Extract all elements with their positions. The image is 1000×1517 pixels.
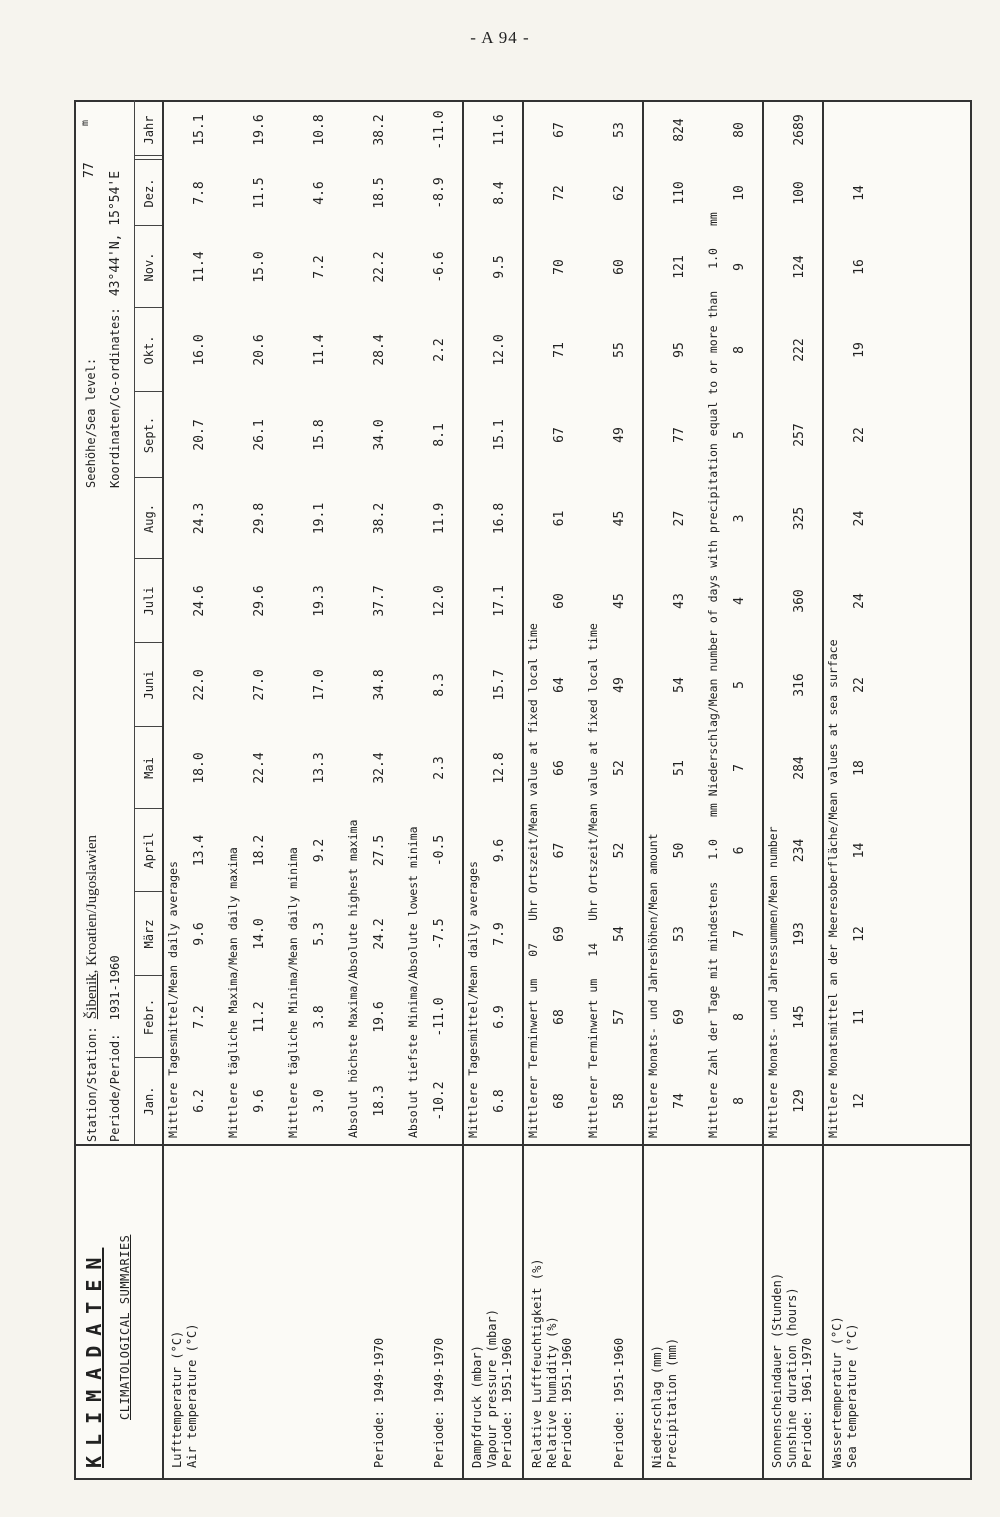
- table-cell: 52: [612, 842, 627, 859]
- label-header-bottom: [162, 1144, 164, 1478]
- table-cell: 14: [852, 185, 867, 201]
- month-separator: [134, 891, 162, 892]
- table-cell: 19.1: [312, 502, 327, 535]
- caption-part: mm Niederschlag/Mean number of days with precipitation equal to or more than: [706, 290, 720, 818]
- table-cell: 824: [672, 118, 687, 142]
- table-cell: 37.7: [372, 585, 387, 617]
- table-cell: 2689: [792, 114, 807, 146]
- section-divider: [642, 100, 644, 1478]
- row-caption: Mittlere Tagesmittel/Mean daily averages: [166, 861, 180, 1138]
- table-cell: 68: [552, 1093, 567, 1109]
- section-divider: [762, 100, 764, 1478]
- caption-part: Mittlere Zahl der Tage mit mindestens: [706, 881, 720, 1138]
- table-cell: 77: [672, 427, 687, 443]
- row-caption: Mittlere tägliche Minima/Mean daily minima: [286, 847, 300, 1138]
- table-cell: 66: [552, 760, 567, 776]
- section-label: Wassertemperatur (°C): [830, 1316, 844, 1468]
- table-cell: 8.4: [492, 181, 507, 205]
- month-header: März: [142, 919, 156, 949]
- table-cell: 55: [612, 342, 627, 358]
- table-cell: 69: [552, 926, 567, 942]
- elevation-unit: m: [80, 119, 91, 126]
- table-cell: 129: [792, 1089, 807, 1113]
- table-cell: -10.2: [432, 1081, 447, 1121]
- table-cell: 38.2: [372, 114, 387, 146]
- month-header: Sept.: [142, 416, 156, 454]
- table-cell: 24: [852, 510, 867, 527]
- section-label: Relative Luftfeuchtigkeit (%): [530, 1258, 544, 1468]
- caption-part: mm: [706, 212, 720, 227]
- month-header-bottom: [162, 100, 164, 1144]
- table-cell: 9.5: [492, 255, 507, 279]
- section-label: Vapour pressure (mbar): [485, 1309, 499, 1468]
- table-cell: 11.6: [492, 114, 507, 146]
- table-cell: 58: [612, 1093, 627, 1109]
- table-cell: 13.3: [312, 752, 327, 784]
- table-cell: 193: [792, 922, 807, 946]
- table-cell: 24.2: [372, 918, 387, 950]
- table-cell: 32.4: [372, 752, 387, 784]
- month-separator: [134, 159, 162, 160]
- month-separator: [134, 307, 162, 308]
- page-number: - A 94 -: [470, 28, 530, 47]
- table-cell: 6.2: [192, 1089, 207, 1113]
- table-cell: 11.4: [312, 334, 327, 366]
- coords-label: Koordinaten/Co-ordinates:: [108, 307, 122, 488]
- caption-part: 1.0: [706, 839, 720, 860]
- table-cell: 15.8: [312, 419, 327, 451]
- table-cell: 7.2: [192, 1005, 207, 1029]
- table-cell: 5: [732, 431, 747, 439]
- table-cell: 19.6: [372, 1001, 387, 1033]
- table-cell: 234: [792, 838, 807, 863]
- table-cell: 28.4: [372, 334, 387, 366]
- table-cell: 57: [612, 1009, 627, 1025]
- table-cell: -11.0: [432, 110, 447, 150]
- table-cell: 12: [852, 1093, 867, 1109]
- section-label: Sonnenscheindauer (Stunden): [770, 1272, 784, 1468]
- table-cell: 24.6: [192, 585, 207, 617]
- month-header: Jan.: [142, 1086, 156, 1116]
- table-subtitle: CLIMATOLOGICAL SUMMARIES: [118, 1234, 132, 1420]
- section-divider: [822, 100, 824, 1478]
- section-label: Precipitation (mm): [665, 1337, 679, 1468]
- table-cell: 50: [672, 842, 687, 859]
- table-cell: 26.1: [252, 419, 267, 451]
- table-cell: 24.3: [192, 502, 207, 535]
- table-cell: 19: [852, 342, 867, 358]
- row-caption: Mittlere tägliche Maxima/Mean daily maxima: [226, 847, 240, 1138]
- month-separator: [134, 808, 162, 809]
- month-header: Aug.: [142, 504, 156, 533]
- table-cell: 29.6: [252, 585, 267, 617]
- table-cell: 7.9: [492, 922, 507, 946]
- month-separator: [134, 1057, 162, 1058]
- table-cell: 121: [672, 255, 687, 279]
- table-cell: 19.3: [312, 585, 327, 617]
- table-cell: 9.6: [252, 1089, 267, 1113]
- caption-part: Uhr Ortszeit/Mean value at fixed local time: [586, 623, 600, 921]
- table-cell: 7.2: [312, 255, 327, 279]
- table-cell: -8.9: [432, 177, 447, 209]
- month-header: Febr.: [142, 998, 156, 1036]
- table-cell: 54: [672, 677, 687, 693]
- month-header: Okt.: [142, 335, 156, 365]
- month-separator: [134, 975, 162, 976]
- period-value: 1931-1960: [108, 955, 122, 1021]
- table-cell: 4.6: [312, 181, 327, 205]
- section-label: Dampfdruck (mbar): [470, 1345, 484, 1468]
- table-cell: 7: [732, 930, 747, 938]
- row-caption: [526, 601, 540, 1138]
- table-cell: 5.3: [312, 922, 327, 946]
- section-label: Niederschlag (mm): [650, 1345, 664, 1468]
- month-separator: [134, 642, 162, 643]
- station-label: Station/Station:: [85, 1026, 99, 1142]
- table-cell: -7.5: [432, 918, 447, 950]
- table-cell: 29.8: [252, 502, 267, 535]
- table-cell: 17.1: [492, 585, 507, 617]
- section-label: Periode: 1961-1970: [800, 1337, 814, 1468]
- table-cell: 14.0: [252, 918, 267, 950]
- table-cell: 27.0: [252, 669, 267, 701]
- table-cell: 7.8: [192, 181, 207, 205]
- table-cell: 19.6: [252, 114, 267, 146]
- table-cell: 11.4: [192, 251, 207, 283]
- table-cell: 62: [612, 185, 627, 201]
- caption-part: Uhr Ortszeit/Mean value at fixed local time: [526, 623, 540, 921]
- coords-value: 43°44'N, 15°54'E: [108, 170, 123, 297]
- table-cell: 27.5: [372, 834, 387, 867]
- month-separator: [134, 726, 162, 727]
- section-label: Periode: 1951-1960: [500, 1337, 514, 1468]
- elevation-value: 77: [82, 162, 97, 178]
- table-cell: 5: [732, 681, 747, 689]
- table-cell: -0.5: [432, 834, 447, 867]
- section-label: Lufttemperatur (°C): [170, 1330, 184, 1468]
- caption-part: 14: [586, 942, 600, 957]
- year-separator: [134, 155, 162, 156]
- row-caption: Mittlere Monats- und Jahreshöhen/Mean amount: [646, 833, 660, 1138]
- row-period: Periode: 1951-1960: [612, 1337, 626, 1468]
- month-separator: [134, 391, 162, 392]
- table-cell: 8: [732, 1097, 747, 1105]
- caption-part: 1.0: [706, 248, 720, 269]
- table-cell: 22: [852, 677, 867, 693]
- climate-table: [74, 100, 972, 1480]
- month-header: Juli: [142, 586, 156, 616]
- table-cell: 18.3: [372, 1085, 387, 1117]
- section-label: Periode: 1951-1960: [560, 1337, 574, 1468]
- table-cell: 4: [732, 597, 747, 605]
- table-cell: 71: [552, 342, 567, 358]
- table-cell: 20.6: [252, 334, 267, 366]
- table-cell: 16.0: [192, 334, 207, 366]
- table-cell: 22.0: [192, 669, 207, 701]
- month-header: Mai: [142, 757, 156, 779]
- table-cell: 13.4: [192, 834, 207, 867]
- table-cell: 61: [552, 510, 567, 527]
- table-cell: 24: [852, 593, 867, 609]
- month-separator: [134, 558, 162, 559]
- table-cell: 9.2: [312, 838, 327, 863]
- table-cell: 67: [552, 427, 567, 443]
- coords-line: [108, 171, 123, 488]
- row-caption: Mittlere Monatsmittel an der Meeresoberfläche/Mean values at sea surface: [826, 639, 840, 1138]
- table-cell: 9.6: [192, 922, 207, 946]
- table-cell: 15.1: [192, 114, 207, 146]
- month-header: Jahr: [142, 115, 156, 145]
- table-cell: 11.2: [252, 1001, 267, 1033]
- table-cell: 22.4: [252, 752, 267, 784]
- table-cell: 20.7: [192, 419, 207, 451]
- table-cell: 6: [732, 846, 747, 855]
- table-cell: 67: [552, 122, 567, 138]
- row-caption: Absolut höchste Maxima/Absolute highest maxima: [346, 819, 360, 1138]
- table-cell: 69: [672, 1009, 687, 1025]
- station-country: , Kroatien/Jugoslawien: [84, 835, 100, 974]
- table-cell: 284: [792, 756, 807, 780]
- table-cell: 38.2: [372, 502, 387, 535]
- section-divider: [522, 100, 524, 1478]
- table-cell: 22.2: [372, 251, 387, 283]
- table-cell: 11.5: [252, 177, 267, 209]
- month-header: Dez.: [142, 178, 156, 208]
- table-cell: 45: [612, 593, 627, 609]
- caption-part: Mittlerer Terminwert um: [526, 978, 540, 1138]
- section-label: Sunshine duration (hours): [785, 1287, 799, 1468]
- table-cell: 70: [552, 259, 567, 275]
- table-cell: 15.1: [492, 419, 507, 451]
- month-header: Nov.: [142, 252, 156, 282]
- table-cell: 6.9: [492, 1005, 507, 1029]
- table-cell: 54: [612, 926, 627, 942]
- row-caption: [706, 190, 720, 1138]
- month-header: Juni: [142, 670, 156, 700]
- row-caption: Mittlere Monats- und Jahressummen/Mean number: [766, 826, 780, 1138]
- table-cell: 16: [852, 259, 867, 275]
- table-cell: 27: [672, 510, 687, 527]
- section-label: Air temperature (°C): [185, 1323, 199, 1468]
- table-cell: 2.3: [432, 756, 447, 780]
- table-cell: 17.0: [312, 669, 327, 701]
- table-cell: 53: [672, 926, 687, 942]
- table-cell: 18.0: [192, 752, 207, 784]
- table-cell: 80: [732, 122, 747, 138]
- table-cell: 110: [672, 181, 687, 205]
- table-cell: 3: [732, 514, 747, 523]
- table-cell: 145: [792, 1005, 807, 1029]
- section-label: Sea temperature (°C): [845, 1323, 859, 1468]
- table-cell: 49: [612, 677, 627, 693]
- table-cell: 60: [612, 259, 627, 275]
- table-cell: 15.7: [492, 669, 507, 701]
- table-cell: 16.8: [492, 502, 507, 535]
- table-cell: 12.8: [492, 752, 507, 784]
- caption-part: Mittlerer Terminwert um: [586, 978, 600, 1138]
- table-cell: 67: [552, 842, 567, 859]
- table-cell: 12: [852, 926, 867, 942]
- table-cell: 68: [552, 1009, 567, 1025]
- table-cell: 72: [552, 185, 567, 201]
- table-cell: 74: [672, 1093, 687, 1109]
- row-period: Periode: 1949-1970: [432, 1337, 446, 1468]
- table-cell: 95: [672, 342, 687, 358]
- table-cell: 2.2: [432, 338, 447, 362]
- station-line: [84, 835, 101, 1142]
- row-caption: Mittlere Tagesmittel/Mean daily averages: [466, 861, 480, 1138]
- table-title: KLIMADATEN: [82, 1247, 106, 1468]
- station-name: Šibenik: [84, 973, 100, 1020]
- row-caption: [586, 601, 600, 1138]
- table-cell: 11.9: [432, 502, 447, 535]
- table-cell: 45: [612, 510, 627, 527]
- table-cell: 18.5: [372, 177, 387, 209]
- month-separator: [134, 225, 162, 226]
- table-cell: 53: [612, 122, 627, 138]
- table-cell: 51: [672, 760, 687, 776]
- table-cell: 12.0: [432, 585, 447, 617]
- table-cell: 15.0: [252, 251, 267, 283]
- table-cell: 12.0: [492, 334, 507, 366]
- table-cell: 18.2: [252, 834, 267, 867]
- header-divider: [134, 100, 135, 1144]
- table-cell: 49: [612, 427, 627, 443]
- caption-part: 07: [526, 942, 540, 957]
- table-cell: 7: [732, 764, 747, 772]
- table-cell: 316: [792, 673, 807, 697]
- month-separator: [134, 477, 162, 478]
- table-cell: -6.6: [432, 251, 447, 283]
- month-header: April: [142, 832, 156, 869]
- table-cell: 10: [732, 185, 747, 201]
- table-cell: 100: [792, 181, 807, 205]
- table-cell: -11.0: [432, 997, 447, 1037]
- table-cell: 8.1: [432, 423, 447, 447]
- table-cell: 3.0: [312, 1089, 327, 1113]
- table-cell: 360: [792, 589, 807, 613]
- table-cell: 8: [732, 346, 747, 354]
- table-cell: 124: [792, 255, 807, 279]
- table-cell: 11: [852, 1009, 867, 1025]
- table-cell: 18: [852, 760, 867, 776]
- table-cell: 14: [852, 842, 867, 859]
- table-cell: 52: [612, 760, 627, 776]
- section-label: Relative humidity (%): [545, 1316, 559, 1468]
- table-cell: 8.3: [432, 673, 447, 697]
- table-cell: 8: [732, 1013, 747, 1021]
- label-column-divider: [76, 1144, 972, 1146]
- table-cell: 6.8: [492, 1089, 507, 1113]
- row-period: Periode: 1949-1970: [372, 1337, 386, 1468]
- table-cell: 10.8: [312, 114, 327, 146]
- table-cell: 325: [792, 506, 807, 531]
- table-cell: 34.8: [372, 669, 387, 701]
- table-cell: 34.0: [372, 419, 387, 451]
- table-cell: 64: [552, 677, 567, 693]
- climate-table-frame: [74, 100, 972, 1480]
- elevation-label: Seehöhe/Sea level:: [84, 357, 98, 488]
- table-cell: 9.6: [492, 838, 507, 863]
- table-cell: 43: [672, 593, 687, 609]
- table-cell: 22: [852, 427, 867, 443]
- period-label: Periode/Period:: [108, 1033, 122, 1142]
- table-cell: 3.8: [312, 1005, 327, 1029]
- period-line: [108, 955, 122, 1142]
- table-cell: 9: [732, 263, 747, 271]
- section-divider: [462, 100, 464, 1478]
- table-cell: 257: [792, 423, 807, 447]
- row-caption: Absolut tiefste Minima/Absolute lowest minima: [406, 826, 420, 1138]
- table-cell: 222: [792, 338, 807, 362]
- table-cell: 60: [552, 593, 567, 609]
